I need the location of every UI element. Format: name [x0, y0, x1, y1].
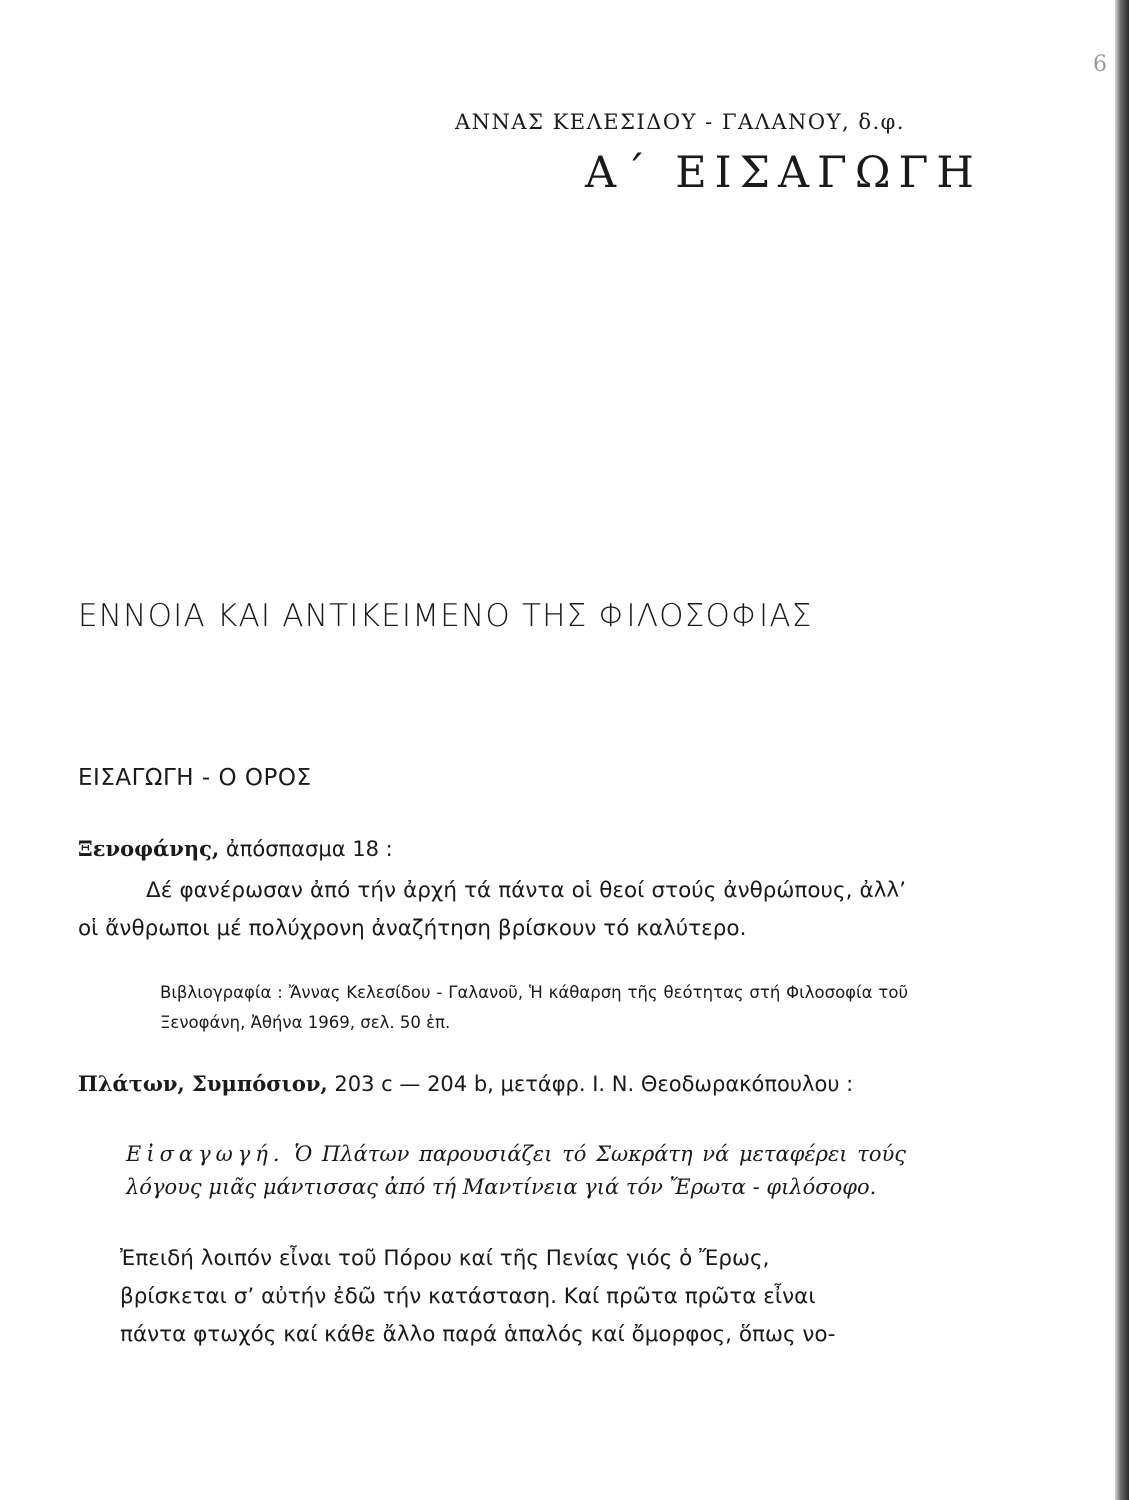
page-edge-shadow: [1115, 0, 1129, 1500]
text-line: βρίσκεται σ’ αὐτήν ἐδῶ τήν κατάσταση. Καί πρῶτα πρῶτα εἶναι: [120, 1284, 816, 1309]
intro-text: Ὁ Πλάτων παρουσιάζει τό Σωκράτη νά μεταφέρει τούς λόγους μιᾶς μάντισσας ἀπό τή Μαντίνεια γιά τόν Ἔρωτα - φιλόσοφο.: [126, 1142, 906, 1199]
text-line: πάντα φτωχός καί κάθε ἄλλο παρά ἁπαλός καί ὄμορφος, ὅπως νο-: [120, 1322, 836, 1347]
source-citation-xenophanes: [78, 830, 908, 868]
text-line: Ἐπειδή λοιπόν εἶναι τοῦ Πόρου καί τῆς Πενίας γιός ὁ Ἔρως,: [120, 1246, 770, 1271]
bibliography-note: Βιβλιογραφία : Ἄννας Κελεσίδου - Γαλανοῦ, Ἡ κάθαρση τῆς θεότητας στή Φιλοσοφία τοῦ Ξενοφάνη, Ἀθήνα 1969, σελ. 50 ἑπ.: [160, 983, 908, 1032]
source-reference: 203 c — 204 b, μετάφρ. Ι. Ν. Θεοδωρακόπουλου :: [327, 1072, 854, 1096]
subheading: ΕΙΣΑΓΩΓΗ - Ο ΟΡΟΣ: [78, 765, 312, 791]
source-reference: ἀπόσπασμα 18 :: [219, 837, 393, 861]
source-work-name: Πλάτων, Συμπόσιον,: [78, 1071, 328, 1096]
chapter-title: ΕΝΝΟΙΑ ΚΑΙ ΑΝΤΙΚΕΙΜΕΝΟ ΤΗΣ ΦΙΛΟΣΟΦΙΑΣ: [78, 598, 813, 634]
intro-label: Εἰσαγωγή.: [126, 1142, 285, 1166]
section-title: Α΄ ΕΙΣΑΓΩΓΗ: [585, 148, 982, 198]
fragment-quote: Δέ φανέρωσαν ἀπό τήν ἀρχή τά πάντα οἱ θεοί στούς ἀνθρώπους, ἀλλ’ οἱ ἄνθρωποι μέ πολύχρονη ἀναζήτηση βρίσκουν τό καλύτερο.: [78, 878, 906, 941]
page-number: 6: [1093, 52, 1107, 77]
source-author-name: Ξενοφάνης,: [78, 836, 220, 861]
source-citation-plato: [78, 1065, 908, 1103]
main-text-paragraph: [78, 1240, 908, 1354]
introduction-note: [126, 1138, 906, 1204]
author-header: ΑΝΝΑΣ ΚΕΛΕΣΙΔΟΥ - ΓΑΛΑΝΟΥ, δ.φ.: [455, 110, 906, 134]
